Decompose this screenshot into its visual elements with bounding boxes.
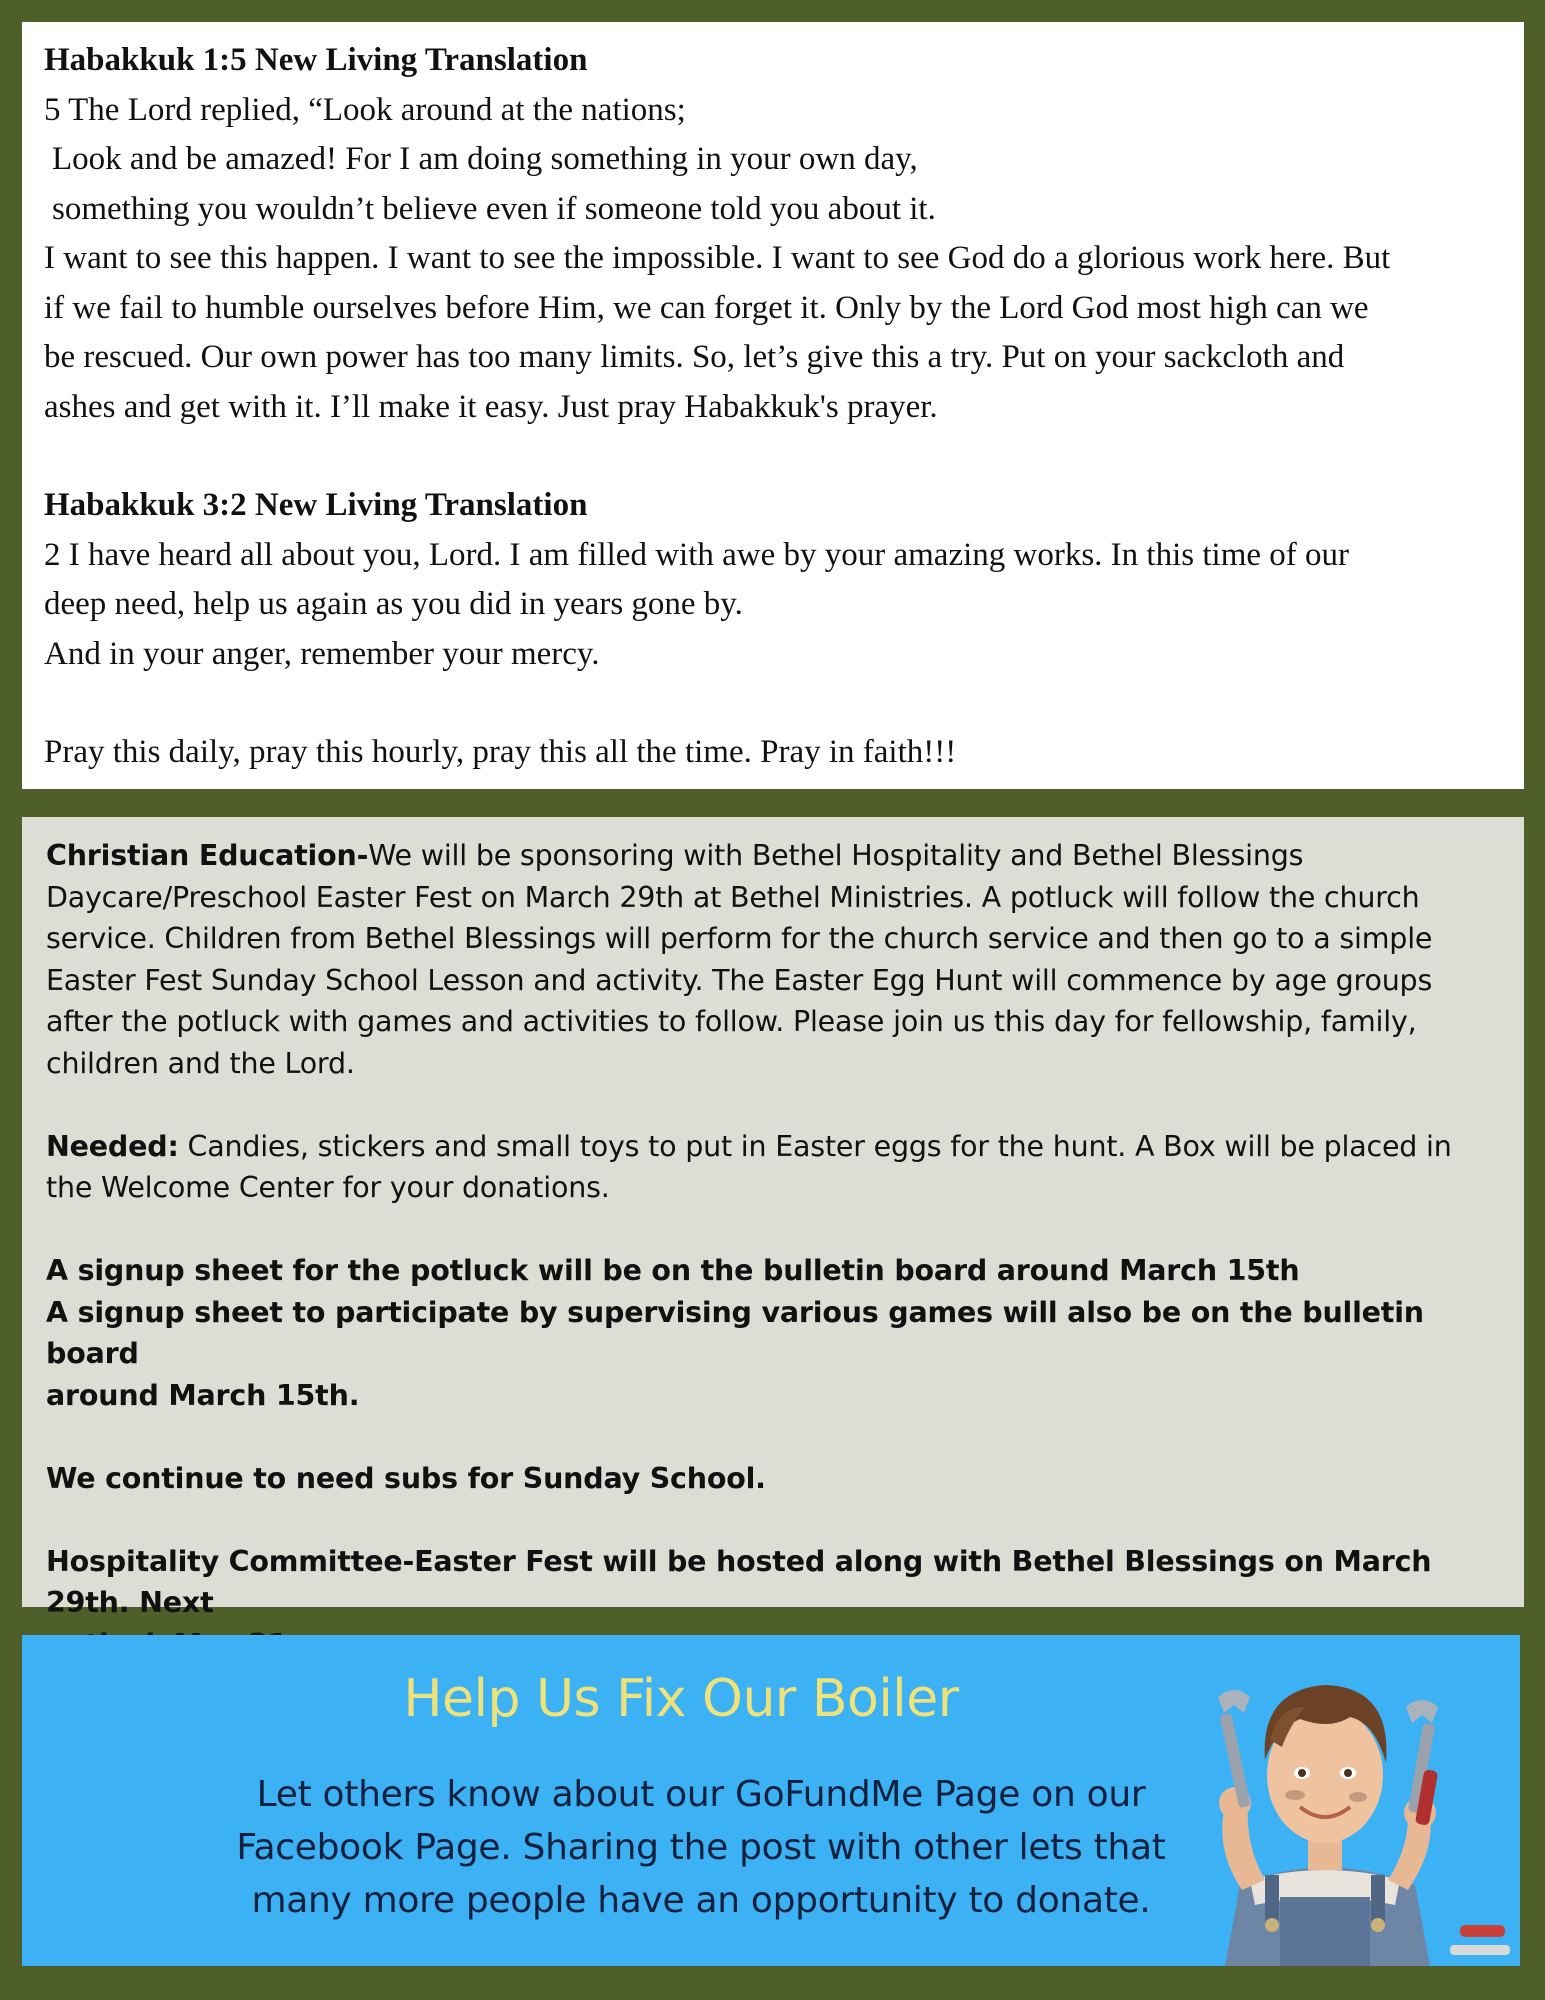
verse-line: And in your anger, remember your mercy. xyxy=(44,635,600,672)
needed-line: Needed: Candies, stickers and small toys to put in Easter eggs for the hunt. A Box will be placed in xyxy=(46,1129,1452,1163)
ce-line: Easter Fest Sunday School Lesson and activity. The Easter Egg Hunt will commence by age groups xyxy=(46,963,1433,997)
verse-line: Look and be amazed! For I am doing something in your own day, xyxy=(52,141,918,177)
ce-label: Christian Education- xyxy=(46,839,369,872)
banner-text-line: Facebook Page. Sharing the post with other lets that xyxy=(236,1827,1166,1868)
child-with-wrenches-icon xyxy=(1130,1635,1520,1966)
announcements-panel xyxy=(22,817,1524,1619)
needed-label: Needed: xyxy=(46,1129,179,1163)
banner-title: Help Us Fix Our Boiler xyxy=(403,1669,959,1729)
ce-line: after the potluck with games and activities to follow. Please join us this day for fellowship, family, xyxy=(46,1005,1417,1038)
needed-line: the Welcome Center for your donations. xyxy=(46,1171,610,1204)
ce-line: Christian Education-We will be sponsoring with Bethel Hospitality and Bethel Blessings xyxy=(46,839,1304,872)
signup-line: around March 15th. xyxy=(46,1378,360,1412)
subs-line: We continue to need subs for Sunday School. xyxy=(46,1461,766,1495)
reflection-line: be rescued. Our own power has too many limits. So, let’s give this a try. Put on your sackcloth and xyxy=(44,339,1345,375)
verse-line: 2 I have heard all about you, Lord. I am filled with awe by your amazing works. In this time of our xyxy=(44,536,1349,573)
signup-line: A signup sheet to participate by supervising various games will also be on the bulletin board xyxy=(46,1295,1424,1370)
closing-line: Pray this daily, pray this hourly, pray this all the time. Pray in faith!!! xyxy=(44,734,957,770)
ce-line: Daycare/Preschool Easter Fest on March 29th at Bethel Ministries. A potluck will follow the church xyxy=(46,880,1420,914)
reflection-line: ashes and get with it. I’ll make it easy. Just pray Habakkuk's prayer. xyxy=(44,388,938,425)
verse-line: something you wouldn’t believe even if someone told you about it. xyxy=(52,190,936,227)
scripture-heading-1: Habakkuk 1:5 New Living Translation xyxy=(44,42,588,78)
verse-line: deep need, help us again as you did in years gone by. xyxy=(44,586,743,622)
scripture-panel xyxy=(22,22,1524,789)
banner-text-line: many more people have an opportunity to donate. xyxy=(251,1880,1151,1921)
reflection-line: if we fail to humble ourselves before Him, we can forget it. Only by the Lord God most high can we xyxy=(44,289,1369,326)
scripture-heading-2: Habakkuk 3:2 New Living Translation xyxy=(44,487,588,523)
signup-line: A signup sheet for the potluck will be on the bulletin board around March 15th xyxy=(46,1254,1300,1287)
ce-line: service. Children from Bethel Blessings will perform for the church service and then go to a simple xyxy=(46,922,1433,955)
reflection-line: I want to see this happen. I want to see the impossible. I want to see God do a glorious work here. But xyxy=(44,240,1391,276)
boiler-fundraiser-banner xyxy=(22,1635,1520,1966)
hospitality-line: Hospitality Committee-Easter Fest will be hosted along with Bethel Blessings on March 29th. Next xyxy=(46,1544,1432,1619)
verse-line: 5 The Lord replied, “Look around at the nations; xyxy=(44,91,686,128)
ce-line: children and the Lord. xyxy=(46,1046,355,1080)
banner-text-line: Let others know about our GoFundMe Page on our xyxy=(256,1774,1146,1815)
